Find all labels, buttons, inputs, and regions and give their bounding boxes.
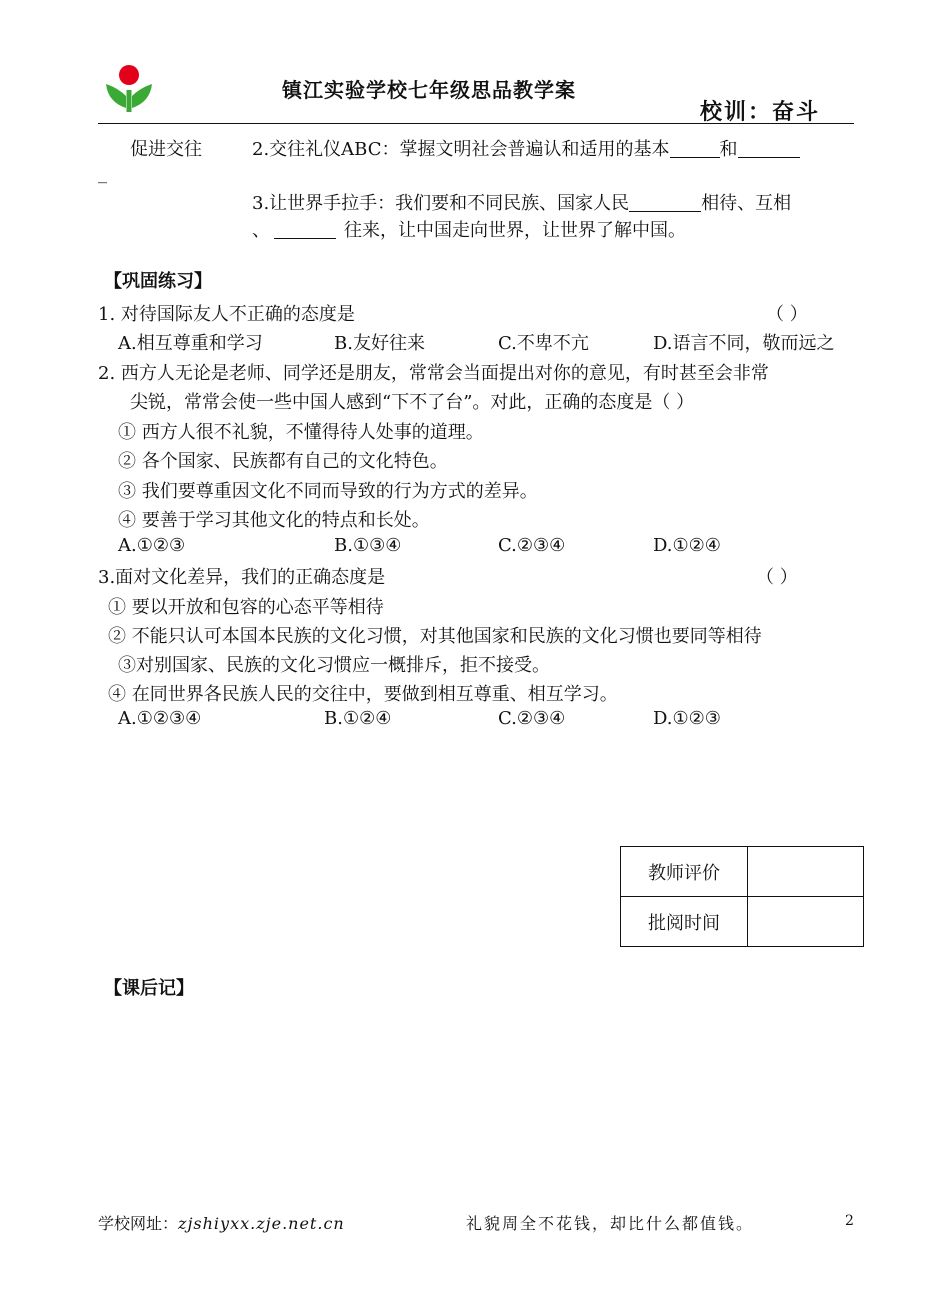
q2-option-a: A.①②③ [118,535,186,556]
q2-option-c: C.②③④ [498,535,566,556]
q2-stem-line1: 2. 西方人无论是老师、同学还是朋友，常常会当面提出对你的意见，有时甚至会非常 [98,363,769,384]
q3-option-c: C.②③④ [498,708,566,729]
q3-answer-paren: （ ） [756,567,798,588]
q3-option-b: B.①②④ [324,708,392,729]
item3-text-c: 、 [252,220,270,241]
item2-text: 2.交往礼仪ABC：掌握文明社会普遍认和适用的基本 [252,139,670,160]
website-url[interactable]: zjshiyxx.zje.net.cn [178,1214,345,1233]
item3-line1 [252,189,791,215]
website-label: 学校网址： [98,1214,179,1233]
teacher-eval-cell[interactable] [748,847,864,897]
notes-heading: 【课后记】 [104,978,194,999]
q3-statement-2: ② 不能只认可本国本民族的文化习惯，对其他国家和民族的文化习惯也要同等相待 [108,626,762,647]
q3-option-a: A.①②③④ [118,708,202,729]
q1-option-d: D.语言不同，敬而远之 [653,333,835,354]
fill-blank [670,139,720,158]
q3-option-d: D.①②③ [653,708,721,729]
review-time-label: 批阅时间 [621,897,748,947]
q2-statement-2: ② 各个国家、民族都有自己的文化特色。 [118,451,448,472]
q3-statement-1: ① 要以开放和包容的心态平等相待 [108,597,384,618]
item3-line2 [252,216,686,242]
practice-heading: 【巩固练习】 [104,271,212,292]
q3-statement-3: ③对别国家、民族的文化习惯应一概排斥，拒不接受。 [118,655,550,676]
q1-stem: 1. 对待国际友人不正确的态度是 [98,304,355,325]
page-number: 2 [845,1213,854,1229]
item2-join: 和 [719,139,738,160]
q1-option-a: A.相互尊重和学习 [118,333,263,354]
school-motto: 校训：奋斗 [700,99,821,125]
q2-statement-3: ③ 我们要尊重因文化不同而导致的行为方式的差异。 [118,481,538,502]
review-time-cell[interactable] [748,897,864,947]
fill-blank [738,139,800,158]
q2-statement-4: ④ 要善于学习其他文化的特点和长处。 [118,510,430,531]
fill-blank [629,193,701,212]
table-row [621,897,864,947]
item3-text-a: 3.让世界手拉手：我们要和不同民族、国家人民 [252,193,630,214]
q1-option-c: C.不卑不亢 [498,333,589,354]
fill-blank [274,220,336,239]
school-logo [104,64,154,114]
dash-mark: _ [98,163,107,184]
footer-website [98,1211,345,1234]
evaluation-table [620,846,864,947]
school-title: 镇江实验学校七年级思品教学案 [282,78,576,102]
q3-statement-4: ④ 在同世界各民族人民的交往中，要做到相互尊重、相互学习。 [108,684,618,705]
item3-text-d: 往来，让中国走向世界，让世界了解中国。 [344,220,686,241]
header-divider [98,123,854,124]
teacher-eval-label: 教师评价 [621,847,748,897]
item3-text-b: 相待、互相 [701,193,792,214]
footer-slogan: 礼貌周全不花钱，却比什么都值钱。 [466,1214,755,1233]
q2-option-b: B.①③④ [334,535,402,556]
q1-option-b: B.友好往来 [334,333,425,354]
item2-line [252,135,800,161]
q2-stem-line2: 尖锐，常常会使一些中国人感到“下不了台”。对此，正确的态度是（ ） [130,392,695,413]
q2-option-d: D.①②④ [653,535,721,556]
q3-stem: 3.面对文化差异，我们的正确态度是 [98,567,386,588]
q2-statement-1: ① 西方人很不礼貌，不懂得待人处事的道理。 [118,422,484,443]
q1-answer-paren: （ ） [766,304,808,325]
side-label: 促进交往 [130,139,202,160]
table-row [621,847,864,897]
